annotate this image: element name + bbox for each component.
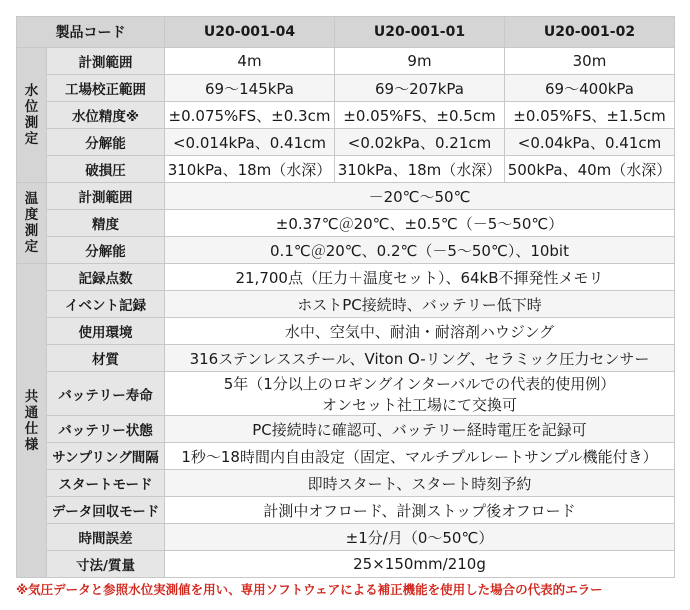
cell-value: ±0.05%FS、±1.5cm [505,102,675,129]
group-common-spec: 共 通 仕 様 [17,264,47,578]
temp-row-range [17,183,675,210]
cell-value: <0.02kPa、0.21cm [335,129,505,156]
row-label: スタートモード [47,470,165,497]
group-water-level: 水 位 測 定 [17,48,47,183]
spec-table [16,16,675,578]
common-row-start-mode [17,470,675,497]
battery-life-line-2: オンセット社工場にて交換可 [321,395,517,414]
cell-value: 316ステンレススチール、Viton O-リング、セラミック圧力センサー [165,345,675,372]
common-row-events [17,291,675,318]
cell-value: 69～207kPa [335,75,505,102]
water-row-resolution [17,129,675,156]
row-label: 分解能 [47,237,165,264]
row-label: 寸法/質量 [47,551,165,578]
common-row-material [17,345,675,372]
cell-value: ±0.05%FS、±0.5cm [335,102,505,129]
row-label: バッテリー状態 [47,416,165,443]
cell-value: －20℃～50℃ [165,183,675,210]
row-label: データ回収モード [47,497,165,524]
common-row-battery-life [17,372,675,416]
accuracy-footnote: ※気圧データと参照水位実測値を用い、専用ソフトウェアによる補正機能を使用した場合の代表的エラー [16,582,603,597]
cell-value: 1秒～18時間内自由設定（固定、マルチプルレートサンプル機能付き） [165,443,675,470]
water-row-calibration [17,75,675,102]
common-row-battery-status [17,416,675,443]
cell-value: ±0.37℃＠20℃、±0.5℃（－5～50℃） [165,210,675,237]
row-label: 計測範囲 [47,48,165,75]
cell-value: 21,700点（圧力＋温度セット）、64kB不揮発性メモリ [165,264,675,291]
row-label: 時間誤差 [47,524,165,551]
cell-value: 即時スタート、スタート時刻予約 [165,470,675,497]
row-label: 使用環境 [47,318,165,345]
row-label: 破損圧 [47,156,165,183]
header-row [17,17,675,48]
common-row-time-error [17,524,675,551]
spec-table-container [16,16,674,578]
cell-value: 0.1℃＠20℃、0.2℃（－5～50℃）、10bit [165,237,675,264]
common-row-records [17,264,675,291]
cell-value: 計測中オフロード、計測ストップ後オフロード [165,497,675,524]
cell-value: 69～400kPa [505,75,675,102]
cell-value: ±0.075%FS、±0.3cm [165,102,335,129]
row-label: バッテリー寿命 [47,372,165,416]
cell-value: PC接続時に確認可、バッテリー経時電圧を記録可 [165,416,675,443]
cell-value: 500kPa、40m（水深） [505,156,675,183]
cell-value: 水中、空気中、耐油・耐溶剤ハウジング [165,318,675,345]
row-label: 工場校正範囲 [47,75,165,102]
row-label: 分解能 [47,129,165,156]
model-header-2: U20-001-01 [335,17,505,48]
common-row-offload [17,497,675,524]
cell-value: ±1分/月（0～50℃） [165,524,675,551]
cell-value: <0.04kPa、0.41cm [505,129,675,156]
row-label: 精度 [47,210,165,237]
cell-value: 310kPa、18m（水深） [165,156,335,183]
row-label: 記録点数 [47,264,165,291]
row-label: 計測範囲 [47,183,165,210]
cell-value: <0.014kPa、0.41cm [165,129,335,156]
row-label: 材質 [47,345,165,372]
cell-value: 30m [505,48,675,75]
product-code-label: 製品コード [17,17,165,48]
row-label: イベント記録 [47,291,165,318]
temp-row-resolution [17,237,675,264]
common-row-sampling [17,443,675,470]
group-temperature: 温 度 測 定 [17,183,47,264]
cell-value [165,372,675,416]
model-header-3: U20-001-02 [505,17,675,48]
cell-value: 69～145kPa [165,75,335,102]
row-label: 水位精度※ [47,102,165,129]
model-header-1: U20-001-04 [165,17,335,48]
battery-life-line-1: 5年（1分以上のロギングインターバルでの代表的使用例） [223,374,616,393]
common-row-dimensions [17,551,675,578]
cell-value: 9m [335,48,505,75]
water-row-accuracy [17,102,675,129]
common-row-environment [17,318,675,345]
temp-row-accuracy [17,210,675,237]
cell-value: 4m [165,48,335,75]
cell-value: ホストPC接続時、バッテリー低下時 [165,291,675,318]
water-row-burst [17,156,675,183]
water-row-range [17,48,675,75]
cell-value: 310kPa、18m（水深） [335,156,505,183]
cell-value: 25×150mm/210g [165,551,675,578]
row-label: サンプリング間隔 [47,443,165,470]
